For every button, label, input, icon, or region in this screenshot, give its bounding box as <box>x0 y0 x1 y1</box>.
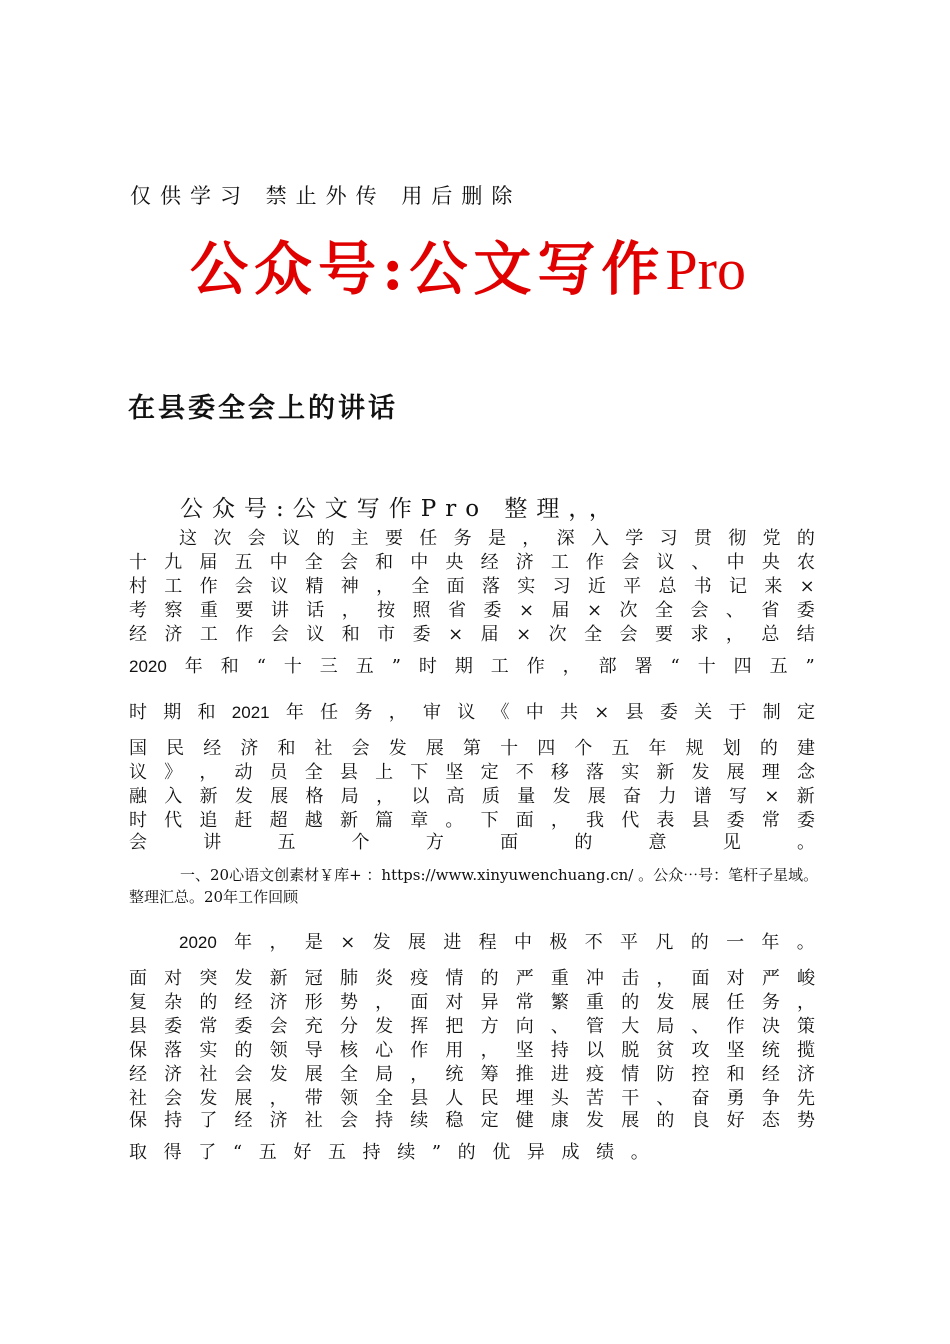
paragraph-line: 面 对 突 发 新 冠 肺 炎 疫 情 的 严 重 冲 击 ， 面 对 严 峻 <box>129 968 815 989</box>
paragraph-line: 时 期 和 2021 年 任 务 ， 审 议 《 中 共 × 县 委 关 于 制 定 <box>129 702 815 723</box>
paragraph-line: 考 察 重 要 讲 话 ， 按 照 省 委 × 届 × 次 全 会 、 省 委 <box>129 600 815 621</box>
paragraph-line: 复 杂 的 经 济 形 势 ， 面 对 异 常 繁 重 的 发 展 任 务 ， <box>129 992 815 1013</box>
section-heading-line-1: 一、20心语文创素材￥库+ ：https://www.xinyuwenchuang.cn/ 。公众⋯号：笔杆子星域。 <box>180 866 819 884</box>
paragraph-line: 融 入 新 发 展 格 局 ， 以 高 质 量 发 展 奋 力 谱 写 × 新 <box>129 786 815 807</box>
paragraph-line: 2020 年 ， 是 × 发 展 进 程 中 极 不 平 凡 的 一 年 。 <box>179 932 815 953</box>
document-subtitle: 公众号:公文写作Pro 整理，， <box>180 496 621 522</box>
usage-notice: 仅供学习 禁止外传 用后删除 <box>130 184 522 208</box>
paragraph-line: 经 济 社 会 发 展 全 局 ， 统 筹 推 进 疫 情 防 控 和 经 济 <box>129 1064 815 1085</box>
paragraph-line: 取 得 了 “ 五 好 五 持 续 ” 的 优 异 成 绩 。 <box>129 1142 649 1163</box>
paragraph-line: 2020 年 和 “ 十 三 五 ” 时 期 工 作 ， 部 署 “ 十 四 五 ” <box>129 656 815 677</box>
paragraph-line: 议 》 ， 动 员 全 县 上 下 坚 定 不 移 落 实 新 发 展 理 念 <box>129 762 815 783</box>
paragraph-line: 十 九 届 五 中 全 会 和 中 央 经 济 工 作 会 议 、 中 央 农 <box>129 552 815 573</box>
brand-chinese: 公众号:公文写作 <box>190 235 666 303</box>
paragraph-line: 村 工 作 会 议 精 神 ， 全 面 落 实 习 近 平 总 书 记 来 × <box>129 576 815 597</box>
brand-watermark <box>190 222 746 306</box>
section-heading-line-2: 整理汇总。20年工作回顾 <box>129 888 299 906</box>
paragraph-line: 保 持 了 经 济 社 会 持 续 稳 定 健 康 发 展 的 良 好 态 势 <box>129 1110 815 1131</box>
brand-pro: Pro <box>665 237 746 302</box>
paragraph-line: 社 会 发 展 ， 带 领 全 县 人 民 埋 头 苦 干 、 奋 勇 争 先 <box>129 1088 815 1109</box>
paragraph-line: 保 落 实 的 领 导 核 心 作 用 ， 坚 持 以 脱 贫 攻 坚 统 揽 <box>129 1040 815 1061</box>
paragraph-line: 国 民 经 济 和 社 会 发 展 第 十 四 个 五 年 规 划 的 建 <box>129 738 815 759</box>
paragraph-line: 县 委 常 委 会 充 分 发 挥 把 方 向 、 管 大 局 、 作 决 策 <box>129 1016 815 1037</box>
document-title: 在县委全会上的讲话 <box>128 393 398 424</box>
paragraph-line: 时 代 追 赶 超 越 新 篇 章 。 下 面 ， 我 代 表 县 委 常 委 <box>129 810 815 831</box>
paragraph-line: 这 次 会 议 的 主 要 任 务 是 ， 深 入 学 习 贯 彻 党 的 <box>179 528 815 549</box>
paragraph-line: 会 讲 五 个 方 面 的 意 见 。 <box>129 832 815 853</box>
paragraph-line: 经 济 工 作 会 议 和 市 委 × 届 × 次 全 会 要 求 ， 总 结 <box>129 624 815 645</box>
